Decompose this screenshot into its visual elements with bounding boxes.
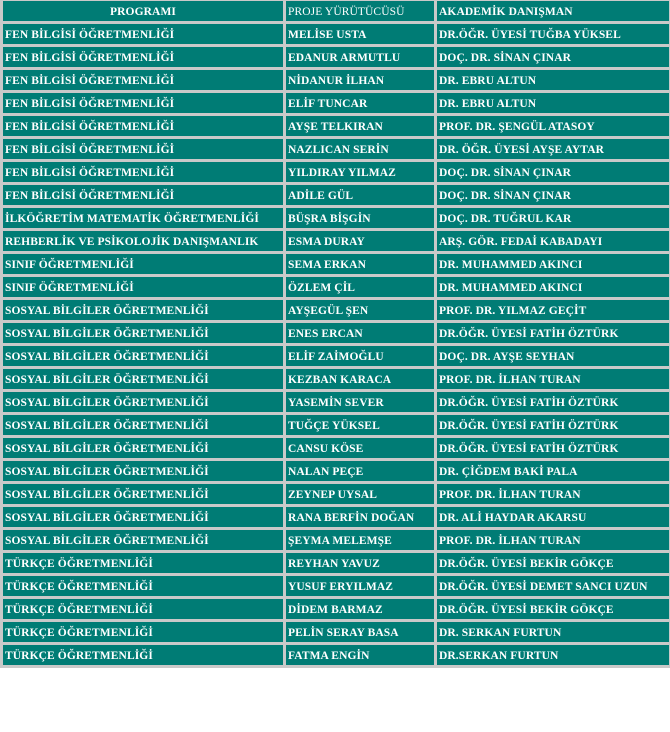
table-row — [3, 47, 669, 67]
cell-danisman: PROF. DR. İLHAN TURAN — [437, 530, 669, 550]
cell-yurutucu: ELİF TUNCAR — [286, 93, 434, 113]
cell-danisman: DR. ÇİĞDEM BAKİ PALA — [437, 461, 669, 481]
table-row — [3, 346, 669, 366]
cell-yurutucu: FATMA ENGİN — [286, 645, 434, 665]
table-row — [3, 208, 669, 228]
cell-danisman: DR. MUHAMMED AKINCI — [437, 277, 669, 297]
cell-program: SOSYAL BİLGİLER ÖĞRETMENLİĞİ — [3, 461, 283, 481]
table-row — [3, 277, 669, 297]
table-row — [3, 162, 669, 182]
cell-danisman: DR. EBRU ALTUN — [437, 93, 669, 113]
cell-program: SOSYAL BİLGİLER ÖĞRETMENLİĞİ — [3, 323, 283, 343]
cell-yurutucu: KEZBAN KARACA — [286, 369, 434, 389]
table-row — [3, 622, 669, 642]
cell-yurutucu: ESMA DURAY — [286, 231, 434, 251]
cell-program: FEN BİLGİSİ ÖĞRETMENLİĞİ — [3, 24, 283, 44]
cell-program: SOSYAL BİLGİLER ÖĞRETMENLİĞİ — [3, 438, 283, 458]
cell-yurutucu: NALAN PEÇE — [286, 461, 434, 481]
cell-program: SINIF ÖĞRETMENLİĞİ — [3, 277, 283, 297]
cell-program: SOSYAL BİLGİLER ÖĞRETMENLİĞİ — [3, 300, 283, 320]
cell-yurutucu: TUĞÇE YÜKSEL — [286, 415, 434, 435]
cell-yurutucu: DİDEM BARMAZ — [286, 599, 434, 619]
table-row — [3, 553, 669, 573]
cell-danisman: DOÇ. DR. SİNAN ÇINAR — [437, 185, 669, 205]
cell-yurutucu: YASEMİN SEVER — [286, 392, 434, 412]
cell-danisman: DOÇ. DR. SİNAN ÇINAR — [437, 47, 669, 67]
cell-yurutucu: NİDANUR İLHAN — [286, 70, 434, 90]
table-row — [3, 254, 669, 274]
cell-danisman: DR.SERKAN FURTUN — [437, 645, 669, 665]
cell-program: FEN BİLGİSİ ÖĞRETMENLİĞİ — [3, 162, 283, 182]
cell-danisman: DOÇ. DR. TUĞRUL KAR — [437, 208, 669, 228]
cell-program: REHBERLİK VE PSİKOLOJİK DANIŞMANLIK — [3, 231, 283, 251]
header-yurutucu: PROJE YÜRÜTÜCÜSÜ — [286, 1, 434, 21]
cell-program: FEN BİLGİSİ ÖĞRETMENLİĞİ — [3, 93, 283, 113]
cell-danisman: DR.ÖĞR. ÜYESİ FATİH ÖZTÜRK — [437, 415, 669, 435]
table-row — [3, 530, 669, 550]
cell-danisman: PROF. DR. İLHAN TURAN — [437, 484, 669, 504]
cell-danisman: DR. EBRU ALTUN — [437, 70, 669, 90]
cell-danisman: DR.ÖĞR. ÜYESİ BEKİR GÖKÇE — [437, 599, 669, 619]
cell-danisman: ARŞ. GÖR. FEDAİ KABADAYI — [437, 231, 669, 251]
table-row — [3, 645, 669, 665]
table-row — [3, 93, 669, 113]
table-row — [3, 438, 669, 458]
cell-program: TÜRKÇE ÖĞRETMENLİĞİ — [3, 599, 283, 619]
cell-yurutucu: SEMA ERKAN — [286, 254, 434, 274]
table-row — [3, 576, 669, 596]
cell-danisman: DOÇ. DR. SİNAN ÇINAR — [437, 162, 669, 182]
cell-yurutucu: CANSU KÖSE — [286, 438, 434, 458]
cell-danisman: DR. SERKAN FURTUN — [437, 622, 669, 642]
cell-program: FEN BİLGİSİ ÖĞRETMENLİĞİ — [3, 116, 283, 136]
cell-program: İLKÖĞRETİM MATEMATİK ÖĞRETMENLİĞİ — [3, 208, 283, 228]
cell-program: SOSYAL BİLGİLER ÖĞRETMENLİĞİ — [3, 484, 283, 504]
cell-program: SOSYAL BİLGİLER ÖĞRETMENLİĞİ — [3, 346, 283, 366]
cell-danisman: DR. ALİ HAYDAR AKARSU — [437, 507, 669, 527]
table-row — [3, 231, 669, 251]
table-body — [3, 24, 669, 665]
cell-danisman: PROF. DR. YILMAZ GEÇİT — [437, 300, 669, 320]
table-row — [3, 415, 669, 435]
cell-yurutucu: ADİLE GÜL — [286, 185, 434, 205]
cell-program: FEN BİLGİSİ ÖĞRETMENLİĞİ — [3, 139, 283, 159]
cell-program: SOSYAL BİLGİLER ÖĞRETMENLİĞİ — [3, 392, 283, 412]
table-row — [3, 139, 669, 159]
cell-program: FEN BİLGİSİ ÖĞRETMENLİĞİ — [3, 47, 283, 67]
cell-yurutucu: RANA BERFİN DOĞAN — [286, 507, 434, 527]
table-row — [3, 24, 669, 44]
cell-yurutucu: AYŞEGÜL ŞEN — [286, 300, 434, 320]
cell-program: TÜRKÇE ÖĞRETMENLİĞİ — [3, 576, 283, 596]
table-row — [3, 70, 669, 90]
cell-danisman: DR. ÖĞR. ÜYESİ AYŞE AYTAR — [437, 139, 669, 159]
cell-danisman: PROF. DR. İLHAN TURAN — [437, 369, 669, 389]
table-row — [3, 185, 669, 205]
cell-yurutucu: REYHAN YAVUZ — [286, 553, 434, 573]
header-program: PROGRAMI — [3, 1, 283, 21]
table-row — [3, 484, 669, 504]
table-row — [3, 116, 669, 136]
table-row — [3, 599, 669, 619]
cell-yurutucu: EDANUR ARMUTLU — [286, 47, 434, 67]
cell-danisman: DR. MUHAMMED AKINCI — [437, 254, 669, 274]
cell-program: SOSYAL BİLGİLER ÖĞRETMENLİĞİ — [3, 369, 283, 389]
cell-danisman: DR.ÖĞR. ÜYESİ BEKİR GÖKÇE — [437, 553, 669, 573]
cell-yurutucu: MELİSE USTA — [286, 24, 434, 44]
cell-program: TÜRKÇE ÖĞRETMENLİĞİ — [3, 622, 283, 642]
header-danisman: AKADEMİK DANIŞMAN — [437, 1, 669, 21]
header-row — [3, 1, 669, 21]
cell-program: SOSYAL BİLGİLER ÖĞRETMENLİĞİ — [3, 530, 283, 550]
cell-program: SOSYAL BİLGİLER ÖĞRETMENLİĞİ — [3, 415, 283, 435]
cell-program: TÜRKÇE ÖĞRETMENLİĞİ — [3, 553, 283, 573]
cell-danisman: DR.ÖĞR. ÜYESİ TUĞBA YÜKSEL — [437, 24, 669, 44]
table-row — [3, 507, 669, 527]
cell-program: FEN BİLGİSİ ÖĞRETMENLİĞİ — [3, 185, 283, 205]
table-row — [3, 300, 669, 320]
table-row — [3, 323, 669, 343]
cell-yurutucu: YILDIRAY YILMAZ — [286, 162, 434, 182]
cell-danisman: DR.ÖĞR. ÜYESİ FATİH ÖZTÜRK — [437, 438, 669, 458]
cell-danisman: DR.ÖĞR. ÜYESİ FATİH ÖZTÜRK — [437, 323, 669, 343]
cell-yurutucu: ÖZLEM ÇİL — [286, 277, 434, 297]
cell-yurutucu: NAZLICAN SERİN — [286, 139, 434, 159]
cell-yurutucu: BÜŞRA BİŞGİN — [286, 208, 434, 228]
table-row — [3, 392, 669, 412]
cell-yurutucu: ŞEYMA MELEMŞE — [286, 530, 434, 550]
cell-yurutucu: ELİF ZAİMOĞLU — [286, 346, 434, 366]
table-row — [3, 369, 669, 389]
cell-danisman: DR.ÖĞR. ÜYESİ FATİH ÖZTÜRK — [437, 392, 669, 412]
cell-yurutucu: PELİN SERAY BASA — [286, 622, 434, 642]
cell-program: FEN BİLGİSİ ÖĞRETMENLİĞİ — [3, 70, 283, 90]
cell-yurutucu: ENES ERCAN — [286, 323, 434, 343]
cell-danisman: DR.ÖĞR. ÜYESİ DEMET SANCI UZUN — [437, 576, 669, 596]
cell-yurutucu: AYŞE TELKIRAN — [286, 116, 434, 136]
cell-program: TÜRKÇE ÖĞRETMENLİĞİ — [3, 645, 283, 665]
cell-danisman: DOÇ. DR. AYŞE SEYHAN — [437, 346, 669, 366]
cell-program: SINIF ÖĞRETMENLİĞİ — [3, 254, 283, 274]
cell-program: SOSYAL BİLGİLER ÖĞRETMENLİĞİ — [3, 507, 283, 527]
cell-yurutucu: ZEYNEP UYSAL — [286, 484, 434, 504]
table-row — [3, 461, 669, 481]
cell-danisman: PROF. DR. ŞENGÜL ATASOY — [437, 116, 669, 136]
cell-yurutucu: YUSUF ERYILMAZ — [286, 576, 434, 596]
